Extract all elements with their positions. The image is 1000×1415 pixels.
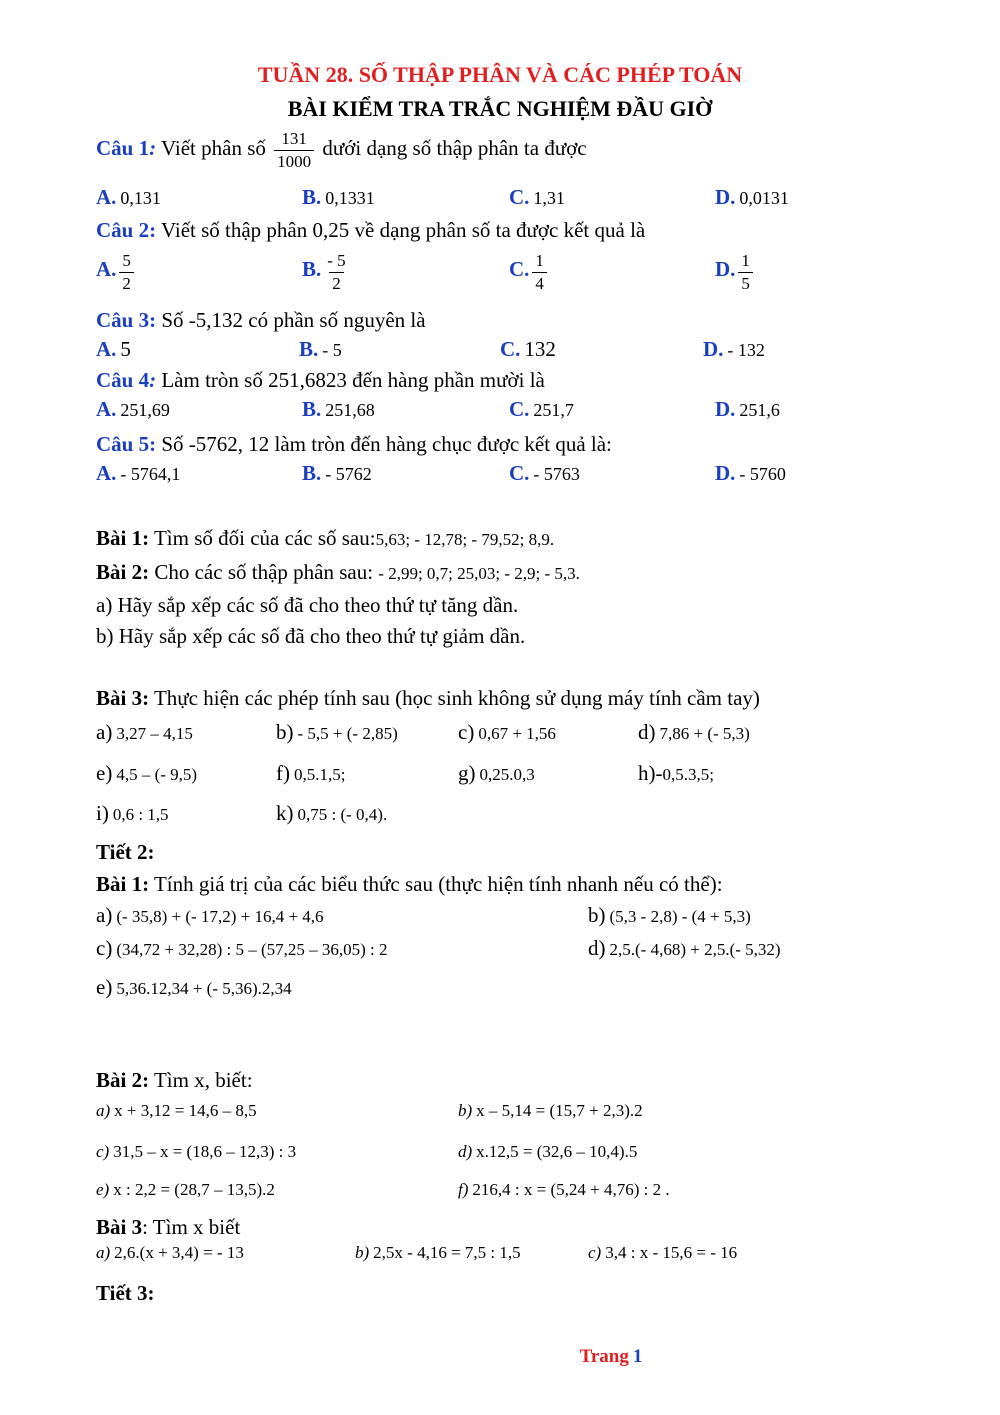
tiet2-exercise-1-label: Bài 1: <box>96 872 150 896</box>
q3-option-b[interactable] <box>299 337 342 362</box>
option-value: 1,31 <box>533 188 565 208</box>
item-expression: 7,86 + (- 5,3) <box>659 724 750 743</box>
tiet2-exercise-2 <box>96 1068 253 1093</box>
q1-option-d[interactable] <box>715 185 789 210</box>
item-label: e) <box>96 975 113 999</box>
item-expression: (5,3 - 2,8) - (4 + 5,3) <box>609 907 751 926</box>
item-label: i) <box>96 801 109 825</box>
option-letter: C. <box>509 185 530 209</box>
fraction-numerator: - 5 <box>327 251 346 270</box>
tiet2-ex2-item-c <box>96 1142 296 1162</box>
item-label: d) <box>638 720 656 744</box>
question-1-text-after: dưới dạng số thập phân ta được <box>322 136 587 161</box>
option-value: 251,6 <box>739 400 780 420</box>
exercise-3-item-f <box>276 761 345 786</box>
tiet2-exercise-1 <box>96 872 723 897</box>
question-2-label: Câu 2: <box>96 218 157 242</box>
option-letter: A. <box>96 257 117 282</box>
option-letter: D. <box>715 257 736 282</box>
tiet2-ex3-item-a <box>96 1243 244 1263</box>
q4-option-b[interactable] <box>302 397 375 422</box>
tiet2-exercise-1-text: Tính giá trị của các biểu thức sau (thực hiện tính nhanh nếu có thể): <box>149 872 723 896</box>
section-heading-tiet-3: Tiết 3: <box>96 1281 155 1305</box>
fraction-denominator: 2 <box>119 272 134 293</box>
option-value: - 5760 <box>739 464 786 484</box>
tiet2-exercise-3 <box>96 1215 240 1240</box>
item-label: b) <box>276 720 294 744</box>
tiet2-ex1-item-e <box>96 975 292 1000</box>
item-expression: 31,5 – x = (18,6 – 12,3) : 3 <box>113 1142 297 1161</box>
option-value: 251,7 <box>533 400 574 420</box>
tiet2-ex3-item-b <box>355 1243 521 1263</box>
option-value: - 5 <box>322 340 342 360</box>
tiet2-ex2-item-b <box>458 1101 643 1121</box>
q3-option-c[interactable] <box>500 337 556 362</box>
item-expression: 0,25.0,3 <box>479 765 535 784</box>
exercise-1-math: 5,63; - 12,78; - 79,52; 8,9. <box>375 530 555 549</box>
q2-option-b[interactable] <box>302 252 352 293</box>
page-subtitle: BÀI KIỂM TRA TRẮC NGHIỆM ĐẦU GIỜ <box>287 96 713 121</box>
q5-option-c[interactable] <box>509 461 580 486</box>
question-4 <box>96 368 545 393</box>
option-letter: C. <box>509 397 530 421</box>
item-expression: 0,5.1,5; <box>294 765 346 784</box>
item-expression: 0,5.3,5; <box>662 765 714 784</box>
exercise-2 <box>96 560 580 585</box>
option-letter: B. <box>302 185 322 209</box>
option-letter: D. <box>715 397 736 421</box>
exercise-2-math: - 2,99; 0,7; 25,03; - 2,9; - 5,3. <box>378 564 580 583</box>
fraction-numerator: 1 <box>741 251 750 270</box>
q5-option-b[interactable] <box>302 461 372 486</box>
option-letter: C. <box>509 257 530 282</box>
exercise-3-item-k <box>276 801 387 826</box>
q5-option-d[interactable] <box>715 461 786 486</box>
section-heading-tiet-2: Tiết 2: <box>96 840 155 864</box>
item-expression: 2,5.(- 4,68) + 2,5.(- 5,32) <box>609 940 781 959</box>
item-label: b) <box>355 1243 370 1262</box>
exercise-3-label: Bài 3: <box>96 686 150 710</box>
exercise-3-item-c <box>458 720 556 745</box>
exercise-3-item-h <box>638 761 714 786</box>
item-expression: 216,4 : x = (5,24 + 4,76) : 2 . <box>472 1180 670 1199</box>
fraction-denominator: 5 <box>738 272 753 293</box>
item-label: c) <box>96 936 113 960</box>
item-expression: 0,6 : 1,5 <box>112 805 169 824</box>
exercise-3-item-b <box>276 720 398 745</box>
item-label: c) <box>458 720 475 744</box>
page-title: TUẦN 28. SỐ THẬP PHÂN VÀ CÁC PHÉP TOÁN <box>257 62 743 87</box>
q3-option-a[interactable] <box>96 337 131 362</box>
item-expression: 3,27 – 4,15 <box>116 724 193 743</box>
q1-option-a[interactable] <box>96 185 161 210</box>
option-letter: A. <box>96 397 117 421</box>
question-1-colon: : <box>149 136 157 161</box>
option-fraction <box>324 252 348 293</box>
item-label: a) <box>96 1101 111 1120</box>
question-5-label: Câu 5: <box>96 432 157 456</box>
option-fraction <box>738 252 753 293</box>
q4-option-d[interactable] <box>715 397 780 422</box>
item-expression: (- 35,8) + (- 17,2) + 16,4 + 4,6 <box>116 907 324 926</box>
q5-option-a[interactable] <box>96 461 180 486</box>
question-1-label: Câu 1 <box>96 136 150 161</box>
page-footer <box>0 1346 1000 1368</box>
q1-option-b[interactable] <box>302 185 375 210</box>
tiet2-ex2-item-d <box>458 1142 637 1162</box>
item-expression: x : 2,2 = (28,7 – 13,5).2 <box>113 1180 275 1199</box>
footer-page-number: 1 <box>632 1346 643 1367</box>
tiet2-exercise-2-text: Tìm x, biết: <box>149 1068 253 1092</box>
item-expression: x + 3,12 = 14,6 – 8,5 <box>114 1101 257 1120</box>
tiet2-ex3-item-c <box>588 1243 737 1263</box>
tiet2-ex1-item-a <box>96 903 324 928</box>
q4-option-a[interactable] <box>96 397 170 422</box>
option-letter: D. <box>703 337 724 361</box>
item-label: f) <box>458 1180 469 1199</box>
option-value: 251,69 <box>120 400 170 420</box>
item-label: b) <box>588 903 606 927</box>
option-value: 0,131 <box>120 188 161 208</box>
option-letter: D. <box>715 461 736 485</box>
exercise-1-text: Tìm số đối của các số sau: <box>149 526 376 550</box>
item-expression: 0,67 + 1,56 <box>478 724 556 743</box>
q3-option-d[interactable] <box>703 337 765 362</box>
item-expression: 4,5 – (- 9,5) <box>116 765 198 784</box>
item-expression: 2,6.(x + 3,4) = - 13 <box>114 1243 244 1262</box>
item-label: a) <box>96 720 113 744</box>
tiet2-exercise-3-text: : Tìm x biết <box>142 1215 241 1239</box>
option-value: - 5764,1 <box>120 464 181 484</box>
exercise-2-part-a: a) Hãy sắp xếp các số đã cho theo thứ tự tăng dần. <box>96 593 519 617</box>
option-fraction <box>119 252 134 293</box>
question-3-text: Số -5,132 có phần số nguyên là <box>156 308 426 332</box>
question-4-label: Câu 4 <box>96 368 150 392</box>
item-label: d) <box>458 1142 473 1161</box>
item-label: h)- <box>638 761 663 785</box>
option-value: 5 <box>120 337 131 361</box>
option-letter: C. <box>509 461 530 485</box>
question-3 <box>96 308 426 333</box>
question-4-text: Làm tròn số 251,6823 đến hàng phần mười là <box>156 368 545 392</box>
exercise-3-item-i <box>96 801 169 826</box>
exercise-1 <box>96 526 554 551</box>
question-1 <box>96 130 587 171</box>
tiet2-exercise-3-label: Bài 3 <box>96 1215 143 1239</box>
exercise-2-text: Cho các số thập phân sau: <box>149 560 379 584</box>
option-value: 132 <box>524 337 556 361</box>
item-label: g) <box>458 761 476 785</box>
option-letter: D. <box>715 185 736 209</box>
item-label: e) <box>96 761 113 785</box>
exercise-3-item-e <box>96 761 197 786</box>
fraction-denominator: 2 <box>329 272 344 293</box>
q4-option-c[interactable] <box>509 397 574 422</box>
item-expression: 2,5x - 4,16 = 7,5 : 1,5 <box>373 1243 521 1262</box>
option-fraction <box>532 252 547 293</box>
exercise-2-label: Bài 2: <box>96 560 150 584</box>
fraction-denominator: 4 <box>532 272 547 293</box>
exercise-3-item-a <box>96 720 193 745</box>
tiet2-ex1-item-c <box>96 936 388 961</box>
question-5-text: Số -5762, 12 làm tròn đến hàng chục được kết quả là: <box>156 432 612 456</box>
item-expression: 3,4 : x - 15,6 = - 16 <box>605 1243 738 1262</box>
item-expression: x – 5,14 = (15,7 + 2,3).2 <box>476 1101 643 1120</box>
q2-option-d[interactable] <box>715 252 756 293</box>
item-label: a) <box>96 903 113 927</box>
option-letter: A. <box>96 461 117 485</box>
item-expression: 0,75 : (- 0,4). <box>297 805 388 824</box>
fraction-numerator: 5 <box>122 251 131 270</box>
option-letter: A. <box>96 185 117 209</box>
footer-page-word: Trang <box>579 1346 629 1367</box>
q2-option-a[interactable] <box>96 252 137 293</box>
tiet2-ex2-item-f <box>458 1180 670 1200</box>
option-value: - 5763 <box>533 464 580 484</box>
question-4-colon: : <box>149 368 157 392</box>
item-expression: 5,36.12,34 + (- 5,36).2,34 <box>116 979 292 998</box>
option-value: - 5762 <box>325 464 372 484</box>
tiet2-ex1-item-d <box>588 936 781 961</box>
question-2-text: Viết số thập phân 0,25 về dạng phân số ta được kết quả là <box>156 218 646 242</box>
item-expression: x.12,5 = (32,6 – 10,4).5 <box>476 1142 638 1161</box>
tiet2-ex2-item-e <box>96 1180 275 1200</box>
item-expression: - 5,5 + (- 2,85) <box>297 724 398 743</box>
question-3-label: Câu 3: <box>96 308 157 332</box>
option-value: - 132 <box>727 340 765 360</box>
option-letter: B. <box>302 461 322 485</box>
exercise-3 <box>96 686 760 711</box>
exercise-3-item-g <box>458 761 535 786</box>
question-2 <box>96 218 645 243</box>
fraction-denominator: 1000 <box>274 150 314 171</box>
question-1-fraction <box>274 130 314 171</box>
tiet2-ex1-item-b <box>588 903 751 928</box>
item-label: d) <box>588 936 606 960</box>
option-letter: A. <box>96 337 117 361</box>
tiet2-exercise-2-label: Bài 2: <box>96 1068 150 1092</box>
item-label: c) <box>588 1243 602 1262</box>
option-letter: B. <box>302 397 322 421</box>
item-label: k) <box>276 801 294 825</box>
item-label: f) <box>276 761 290 785</box>
fraction-numerator: 1 <box>535 251 544 270</box>
item-label: a) <box>96 1243 111 1262</box>
option-letter: C. <box>500 337 521 361</box>
option-letter: B. <box>299 337 319 361</box>
question-5 <box>96 432 612 457</box>
item-expression: (34,72 + 32,28) : 5 – (57,25 – 36,05) : 2 <box>116 940 388 959</box>
fraction-numerator: 131 <box>281 129 307 148</box>
q1-option-c[interactable] <box>509 185 565 210</box>
option-value: 251,68 <box>325 400 375 420</box>
q2-option-c[interactable] <box>509 252 550 293</box>
item-label: b) <box>458 1101 473 1120</box>
item-label: c) <box>96 1142 110 1161</box>
question-1-text-before: Viết phân số <box>156 136 266 161</box>
exercise-3-text: Thực hiện các phép tính sau (học sinh không sử dụng máy tính cầm tay) <box>149 686 760 710</box>
item-label: e) <box>96 1180 110 1199</box>
exercise-3-item-d <box>638 720 750 745</box>
tiet2-ex2-item-a <box>96 1101 257 1121</box>
exercise-1-label: Bài 1: <box>96 526 150 550</box>
option-value: 0,0131 <box>739 188 789 208</box>
exercise-2-part-b: b) Hãy sắp xếp các số đã cho theo thứ tự giảm dần. <box>96 624 526 648</box>
option-value: 0,1331 <box>325 188 375 208</box>
option-letter: B. <box>302 257 322 282</box>
